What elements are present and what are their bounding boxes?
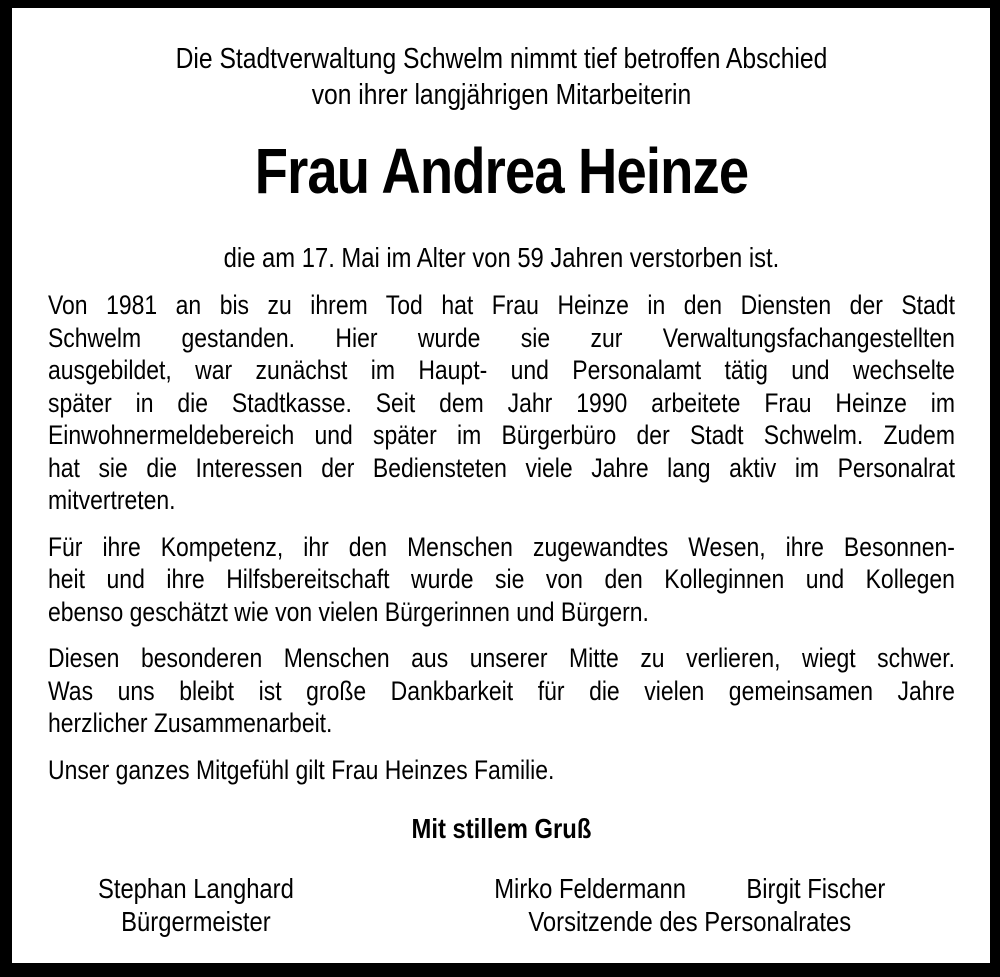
paragraph-line: später in die Stadtkasse. Seit dem Jahr 1990 arbeitete Frau Heinze im [48, 387, 955, 418]
paragraph-line: herzlicher Zusammenarbeit. [48, 708, 333, 738]
paragraph-loss [48, 642, 955, 740]
signatory-names-row [452, 872, 928, 905]
paragraph-line: Schwelm gestanden. Hier wurde sie zur Verwaltungsfachangestellten [48, 322, 955, 353]
intro-heading [48, 41, 955, 113]
closing-salutation: Mit stillem Gruß [411, 813, 592, 844]
deceased-name: Frau Andrea Heinze [254, 135, 749, 207]
paragraph-line: ausgebildet, war zunächst im Haupt- und Personalamt tätig und wechselte [48, 355, 955, 385]
signatory-title: Vorsitzende des Personalrates [528, 906, 852, 937]
obituary-sheet [12, 8, 990, 963]
signatory-name: Stephan Langhard [97, 873, 294, 904]
paragraph-line: Einwohnermeldebereich und später im Bürgerbüro der Stadt Schwelm. Zudem [48, 420, 955, 450]
signatory-name: Mirko Feldermann [494, 873, 687, 904]
paragraph-career [48, 289, 955, 517]
condensed-text-wrapper [48, 41, 955, 938]
paragraph-line: hat sie die Interessen der Bediensteten viele Jahre lang aktiv im Personalrat [48, 452, 955, 483]
signatory-name: Birgit Fischer [746, 873, 886, 904]
paragraph-line: Unser ganzes Mitgefühl gilt Frau Heinzes Familie. [48, 754, 555, 785]
paragraph-line: mitvertreten. [48, 485, 176, 515]
intro-line-1: Die Stadtverwaltung Schwelm nimmt tief betroffen Abschied [175, 43, 828, 75]
signature-block [48, 872, 955, 938]
paragraph-line: heit und ihre Hilfsbereitschaft wurde sie von den Kolleginnen und Kollegen [48, 564, 955, 594]
signature-left [68, 872, 323, 938]
paragraph-condolence [48, 754, 955, 787]
intro-line-2: von ihrer langjährigen Mitarbeiterin [311, 79, 692, 111]
paragraph-line: Für ihre Kompetenz, ihr den Menschen zugewandtes Wesen, ihre Besonnen- [48, 531, 955, 562]
paragraph-line: Was uns bleibt ist große Dankbarkeit für die vielen gemeinsamen Jahre [48, 675, 955, 706]
paragraph-line: Von 1981 an bis zu ihrem Tod hat Frau Heinze in den Diensten der Stadt [48, 290, 955, 320]
signatory-title: Bürgermeister [121, 906, 271, 937]
paragraph-appreciation [48, 531, 955, 629]
death-date-line: die am 17. Mai im Alter von 59 Jahren verstorben ist. [223, 242, 780, 273]
paragraph-line: Diesen besonderen Menschen aus unserer Mitte zu verlieren, wiegt schwer. [48, 643, 955, 673]
signature-right [452, 872, 928, 938]
obituary-content [48, 41, 955, 938]
paragraph-line: ebenso geschätzt wie von vielen Bürgerinnen und Bürgern. [48, 596, 649, 627]
